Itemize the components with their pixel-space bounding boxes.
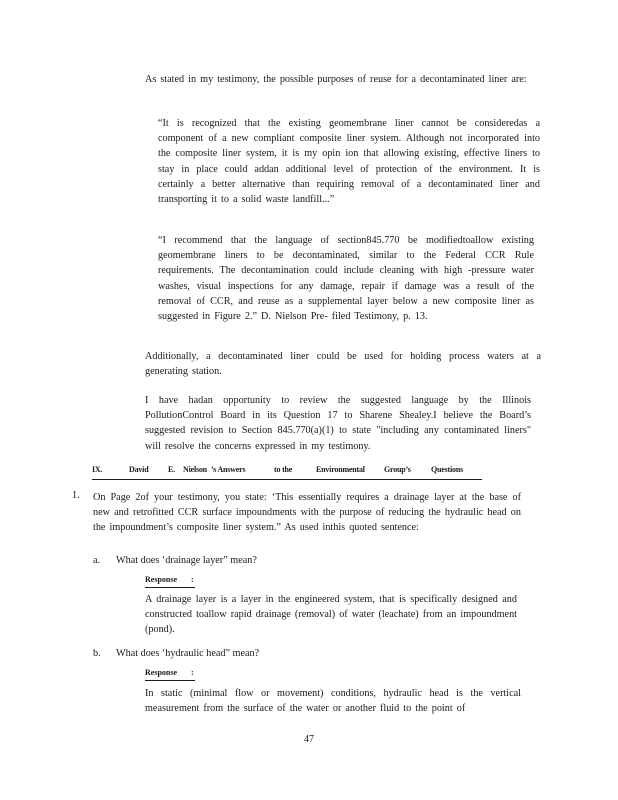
additionally-paragraph: Additionally, a decontaminated liner could be used for holding process waters at a generating station.: [145, 351, 541, 378]
heading-word: E.: [168, 465, 175, 474]
subquestion-b-letter: b.: [93, 648, 101, 659]
quote-recommend: “I recommend that the language of section845.770 be modifiedtoallow existing geomembrane liners to be decontaminated, similar to the Federal CCR Rule requirements. The decontamination could include cleaning with high -pressure water washes, visual inspections for any damage, repair if damage was a result of the removal of CCR, and reuse as a supplemental layer below a new composite liner as suggested in Figure 2.” D. Nielson Pre- filed Testimony, p. 13.: [158, 235, 534, 323]
heading-word: Group’s: [384, 465, 411, 474]
response-label: Response :: [145, 668, 195, 681]
question-text: On Page 2of your testimony, you state: ‘This essentially requires a drainage layer at the base of new and retrofitted CCR surface impoundments with the purpose of reducing the hydraulic head on the impoundment’s composite liner system.” As used inthis quoted sentence:: [93, 492, 521, 534]
heading-word: Nielson: [183, 465, 207, 474]
answer-hydraulic-head: In static (minimal flow or movement) conditions, hydraulic head is the vertical measurement from the surface of the water or another fluid to the point of: [145, 688, 521, 715]
heading-word: Questions: [431, 465, 463, 474]
heading-word: David: [129, 465, 149, 474]
intro-paragraph: As stated in my testimony, the possible purposes of reuse for a decontaminated liner are:: [145, 74, 527, 85]
board-review-paragraph: I have hadan opportunity to review the suggested language by the Illinois PollutionControl Board in its Question 17 to Sharene Shealey.I believe the Board’s suggested revision to Section 845.770(a)(1) to state "including any contaminated liners" will resolve the concerns expressed in my testimony.: [145, 395, 531, 452]
heading-word: Environmental: [316, 465, 365, 474]
section-heading: [92, 463, 482, 480]
answer-drainage-layer: A drainage layer is a layer in the engineered system, that is specifically designed and constructed toallow rapid drainage (removal) of water (leachate) from an impoundment (pond).: [145, 594, 517, 636]
section-number: IX.: [92, 465, 103, 474]
heading-word: to the: [274, 465, 293, 474]
heading-word: ’s Answers: [211, 465, 246, 474]
response-label: Response :: [145, 575, 195, 588]
page-number: 47: [304, 734, 314, 745]
subquestion-a-text: What does ‘drainage layer” mean?: [116, 555, 257, 566]
subquestion-b-text: What does ‘hydraulic head” mean?: [116, 648, 260, 659]
quote-recognized: “It is recognized that the existing geomembrane liner cannot be consideredas a component of a new compliant composite liner system. Although not incorporated into the composite liner system, it is my opin ion that allowing existing, effective liners to stay in place could addan additional level of protection of the environment. It is certainly a better alternative than requiring removal of a decontaminated liner and transporting it to a solid waste landfill...”: [158, 118, 540, 206]
subquestion-a-letter: a.: [93, 555, 101, 566]
question-number: 1.: [72, 490, 80, 501]
